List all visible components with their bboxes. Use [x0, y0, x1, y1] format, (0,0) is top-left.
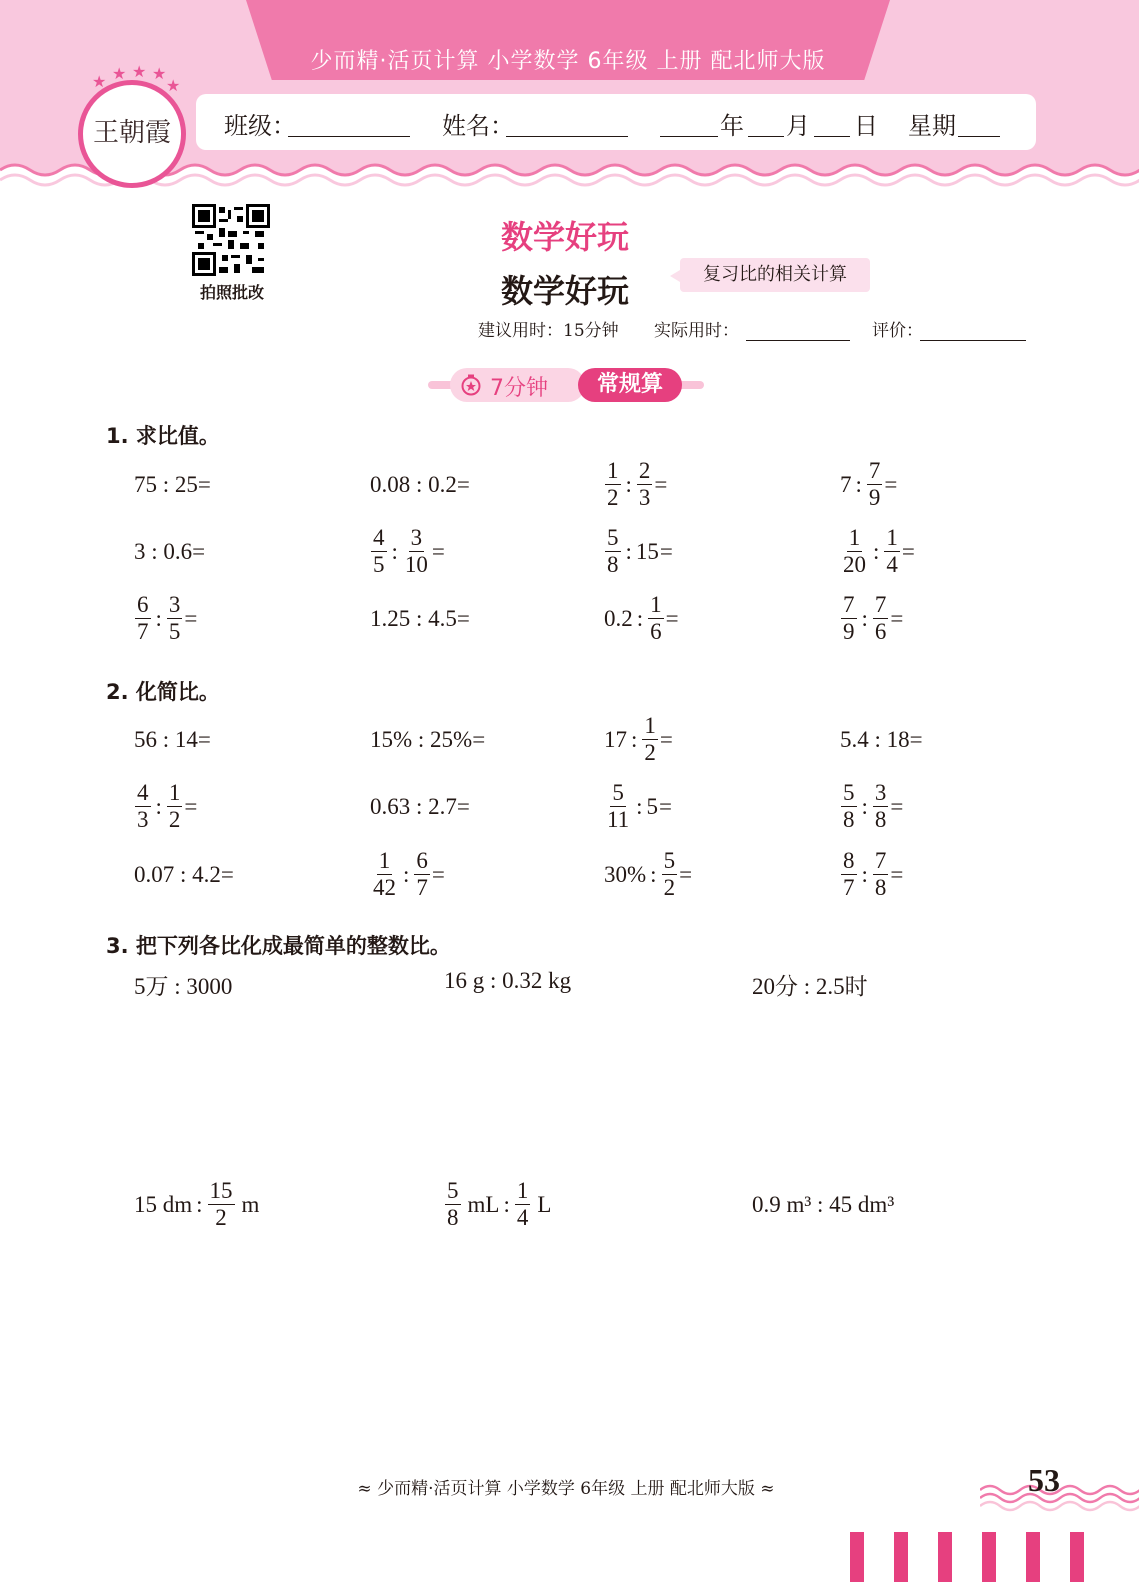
problem: $\frac{8}{7}$ : $\frac{7}{8}$ = [843, 848, 904, 900]
decorative-stripe [1026, 1532, 1040, 1582]
problem: 15 dm : $\frac{15}{2}$ m [134, 1178, 260, 1230]
problem: $\frac{5}{8}$ : 15 = [607, 525, 673, 577]
problem: 75 : 25= [134, 472, 211, 497]
star-icon: ★ [152, 64, 167, 83]
problem: 7 : $\frac{7}{9}$ = [840, 458, 898, 510]
decorative-stripe [894, 1532, 908, 1582]
problem: 5万 : 3000 [134, 974, 233, 999]
decorative-stripe [982, 1532, 996, 1582]
rating-field[interactable] [920, 320, 1026, 341]
problem: 0.07 : 4.2= [134, 862, 234, 887]
star-icon: ★ [132, 62, 147, 81]
problem: 3 : 0.6= [134, 539, 206, 564]
problem: 0.63 : 2.7= [370, 794, 470, 819]
problem: $\frac{4}{3}$ : $\frac{1}{2}$ = [137, 780, 198, 832]
logo-text: 王朝霞 [92, 118, 171, 148]
month-label: 月 [786, 112, 810, 140]
month-field[interactable] [748, 108, 784, 137]
problem: 16 g : 0.32 kg [444, 968, 572, 993]
suggested-time: 建议用时：15分钟 [478, 321, 619, 341]
problem: $\frac{1}{42}$ : $\frac{6}{7}$ = [373, 848, 445, 900]
problem: $\frac{5}{11}$ : 5 = [607, 780, 673, 832]
problem: $\frac{6}{7}$ : $\frac{3}{5}$ = [137, 592, 198, 644]
class-field[interactable] [288, 108, 410, 137]
page-subtitle: 数学好玩 [500, 272, 629, 310]
day-label: 日 [854, 112, 878, 140]
star-icon: ★ [166, 76, 181, 95]
topic-tag: 复习比的相关计算 [680, 258, 870, 292]
star-icon: ★ [112, 64, 127, 83]
problem: 5.4 : 18= [840, 727, 923, 752]
qr-code-icon[interactable] [192, 204, 270, 276]
star-icon: ★ [92, 72, 107, 91]
weekday-field[interactable] [958, 108, 1000, 137]
problem: 15% : 25%= [370, 727, 486, 752]
problem: $\frac{4}{5}$ : $\frac{3}{10}$ = [373, 525, 445, 577]
question-3-heading: 3. 把下列各比化成最简单的整数比。 [106, 934, 451, 958]
problem: $\frac{7}{9}$ : $\frac{7}{6}$ = [843, 592, 904, 644]
name-label: 姓名： [442, 112, 514, 140]
problem: 0.08 : 0.2= [370, 472, 470, 497]
problem: 1.25 : 4.5= [370, 606, 470, 631]
section-label: 常规算 [578, 368, 682, 402]
decorative-stripe [850, 1532, 864, 1582]
question-2-heading: 2. 化简比。 [106, 680, 220, 704]
problem: 20分 : 2.5时 [752, 974, 868, 999]
header-title: 少而精·活页计算 小学数学 6年级 上册 配北师大版 [310, 49, 826, 74]
name-field[interactable] [506, 108, 628, 137]
page-number: 53 [1028, 1462, 1060, 1498]
footer-text: ≈ 少而精·活页计算 小学数学 6年级 上册 配北师大版 ≈ [357, 1479, 775, 1499]
section-time: 7分钟 [490, 376, 548, 401]
weekday-label: 星期 [908, 112, 956, 140]
problem: 0.2 : $\frac{1}{6}$ = [604, 592, 679, 644]
year-label: 年 [720, 112, 744, 140]
actual-time-field[interactable] [746, 320, 850, 341]
decorative-stripe [938, 1532, 952, 1582]
day-field[interactable] [814, 108, 850, 137]
problem: $\frac{1}{2}$ : $\frac{2}{3}$ = [607, 458, 668, 510]
qr-label: 拍照批改 [199, 283, 264, 302]
timer-icon [460, 374, 482, 396]
problem: 0.9 m³ : 45 dm³ [752, 1192, 895, 1217]
problem: 56 : 14= [134, 727, 211, 752]
decorative-stripe [1070, 1532, 1084, 1582]
problem: $\frac{5}{8}$ : $\frac{3}{8}$ = [843, 780, 904, 832]
class-label: 班级： [224, 112, 296, 140]
page-title: 数学好玩 [500, 218, 629, 256]
problem: 30% : $\frac{5}{2}$ = [604, 848, 693, 900]
rating-label: 评价： [872, 321, 923, 341]
problem: 17 : $\frac{1}{2}$ = [604, 713, 673, 765]
problem: $\frac{1}{20}$ : $\frac{1}{4}$ = [843, 525, 915, 577]
question-1-heading: 1. 求比值。 [106, 424, 220, 448]
problem: $\frac{5}{8}$ mL : $\frac{1}{4}$ L [447, 1178, 552, 1230]
year-field[interactable] [660, 108, 718, 137]
actual-time-label: 实际用时： [654, 321, 739, 341]
